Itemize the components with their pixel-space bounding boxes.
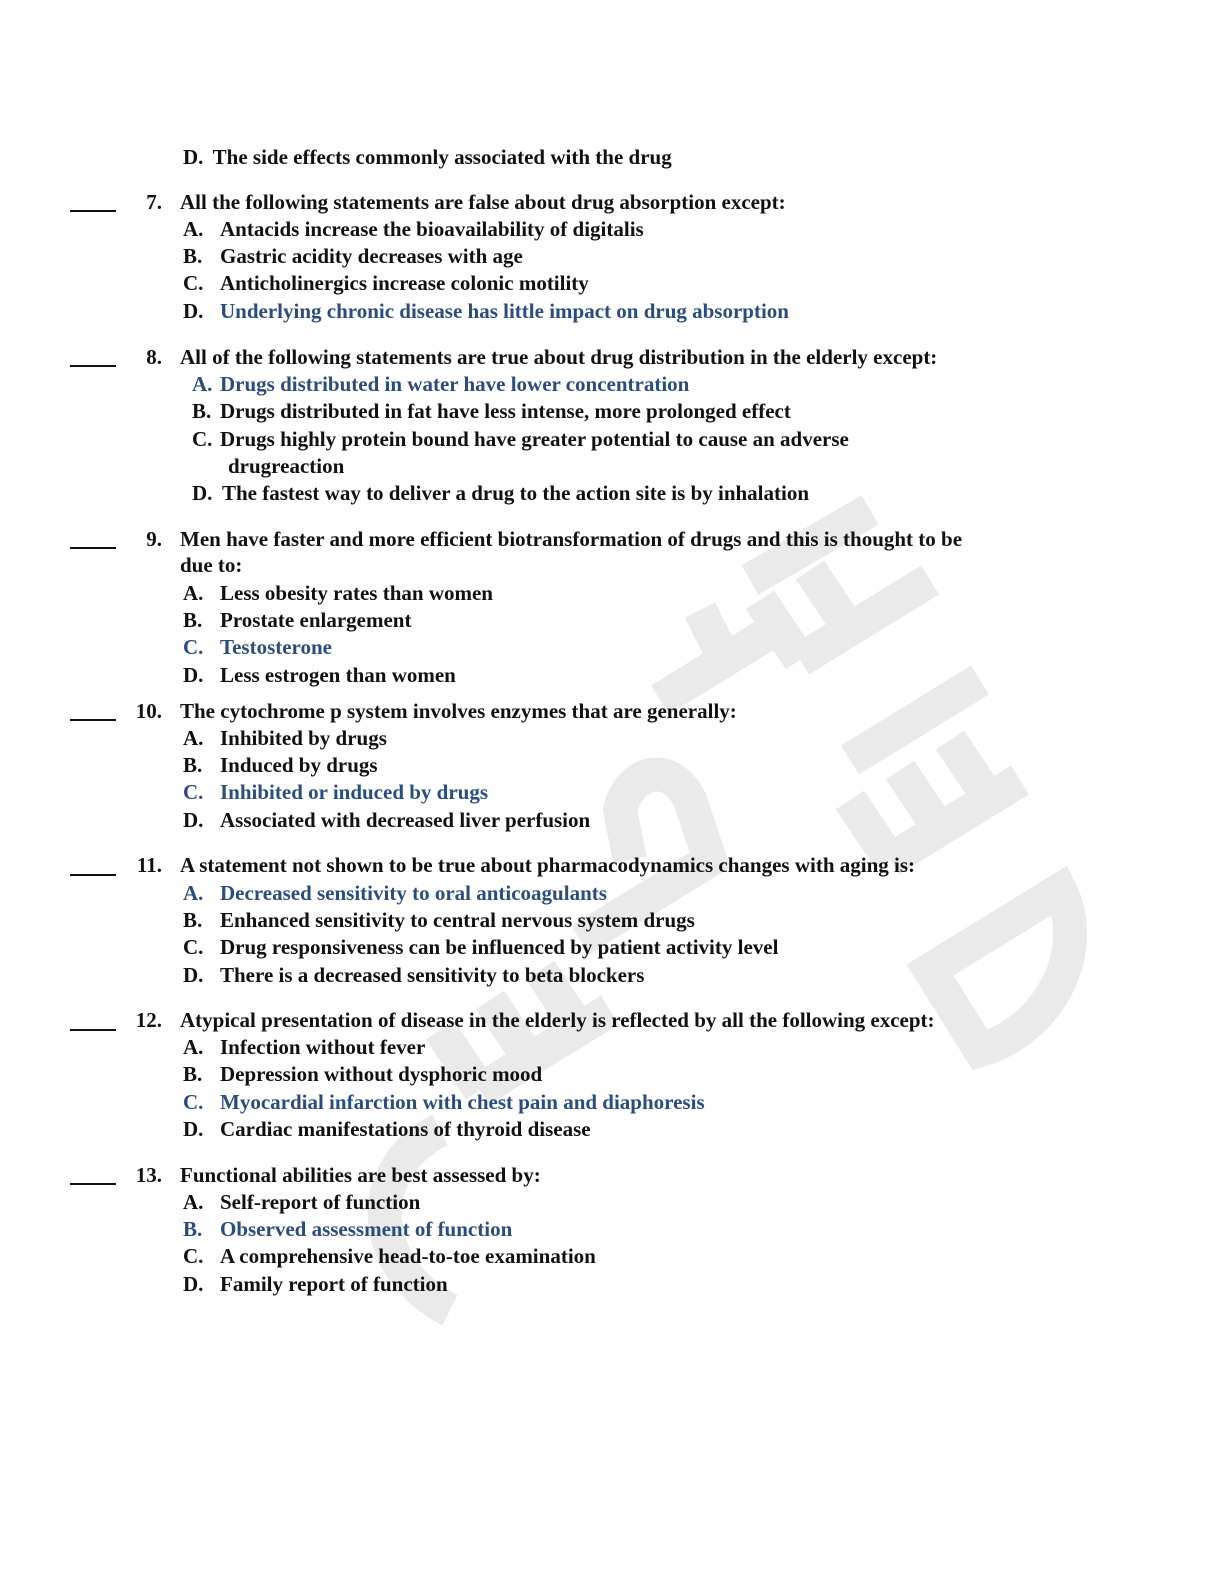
- option-text-answer: Testosterone: [220, 635, 332, 659]
- option-text: Drugs highly protein bound have greater potential to cause an adverse: [220, 427, 849, 451]
- option-text: Drugs distributed in fat have less intense, more prolonged effect: [220, 399, 791, 423]
- answer-blank-8[interactable]: [70, 365, 116, 367]
- option-letter: A.: [183, 881, 204, 905]
- option-letter: B.: [183, 753, 203, 777]
- option-text: Associated with decreased liver perfusion: [220, 808, 591, 832]
- option-letter: D.: [183, 808, 204, 832]
- option-text: The fastest way to deliver a drug to the action site is by inhalation: [222, 481, 810, 505]
- option-text: There is a decreased sensitivity to beta blockers: [220, 963, 645, 987]
- option-text-answer: Drugs distributed in water have lower concentration: [220, 372, 690, 396]
- option-text-answer: Myocardial infarction with chest pain and diaphoresis: [220, 1090, 705, 1114]
- option-letter: B.: [183, 1217, 203, 1241]
- option-text-answer: Underlying chronic disease has little impact on drug absorption: [220, 299, 789, 323]
- option-letter: C.: [183, 1090, 204, 1114]
- option-letter: B.: [183, 1062, 203, 1086]
- answer-blank-10[interactable]: [70, 719, 116, 721]
- question-number: 10.: [135, 699, 162, 723]
- question-number: 8.: [146, 345, 162, 369]
- option-letter: A.: [183, 581, 204, 605]
- question-number: 9.: [146, 527, 162, 551]
- option-text: Less obesity rates than women: [220, 581, 493, 605]
- option-text: A comprehensive head-to-toe examination: [220, 1244, 596, 1268]
- answer-blank-7[interactable]: [70, 210, 116, 212]
- question-number: 12.: [135, 1008, 162, 1032]
- question-stem: All of the following statements are true about drug distribution in the elderly except:: [180, 345, 938, 369]
- option-text: Enhanced sensitivity to central nervous system drugs: [220, 908, 695, 932]
- option-text: Less estrogen than women: [220, 663, 456, 687]
- option-letter: A.: [192, 372, 213, 396]
- answer-blank-9[interactable]: [70, 547, 116, 549]
- option-text: Prostate enlargement: [220, 608, 412, 632]
- question-stem: Functional abilities are best assessed by:: [180, 1163, 541, 1187]
- option-letter: D.: [183, 145, 204, 169]
- option-text-answer: Inhibited or induced by drugs: [220, 780, 489, 804]
- option-letter: C.: [192, 427, 213, 451]
- question-stem: Atypical presentation of disease in the elderly is reflected by all the following except:: [180, 1008, 935, 1032]
- option-letter: D.: [183, 663, 204, 687]
- option-letter: D.: [183, 1272, 204, 1296]
- option-letter: D.: [183, 963, 204, 987]
- option-text: Depression without dysphoric mood: [220, 1062, 543, 1086]
- option-text: Infection without fever: [220, 1035, 426, 1059]
- option-letter: C.: [183, 935, 204, 959]
- prev-question-option-d: [183, 144, 672, 170]
- option-letter: A.: [183, 217, 204, 241]
- option-letter: C.: [183, 780, 204, 804]
- option-text: Family report of function: [220, 1272, 448, 1296]
- option-text: The side effects commonly associated with the drug: [212, 145, 672, 169]
- option-letter: B.: [183, 608, 203, 632]
- question-stem: A statement not shown to be true about pharmacodynamics changes with aging is:: [180, 853, 916, 877]
- option-letter: D.: [183, 1117, 204, 1141]
- question-stem: The cytochrome p system involves enzymes that are generally:: [180, 699, 737, 723]
- question-stem: Men have faster and more efficient biotransformation of drugs and this is thought to be: [180, 527, 963, 551]
- option-letter: C.: [183, 1244, 204, 1268]
- question-number: 11.: [136, 853, 162, 877]
- option-text: Induced by drugs: [220, 753, 378, 777]
- option-text: Cardiac manifestations of thyroid disease: [220, 1117, 591, 1141]
- question-stem: All the following statements are false about drug absorption except:: [180, 190, 786, 214]
- option-letter: D.: [192, 481, 213, 505]
- option-letter: C.: [183, 271, 204, 295]
- option-text: Antacids increase the bioavailability of digitalis: [220, 217, 644, 241]
- question-number: 13.: [135, 1163, 162, 1187]
- option-letter: B.: [192, 399, 212, 423]
- option-letter: C.: [183, 635, 204, 659]
- question-number: 7.: [146, 190, 162, 214]
- option-text-answer: Observed assessment of function: [220, 1217, 513, 1241]
- option-letter: D.: [183, 299, 204, 323]
- option-letter: A.: [183, 1190, 204, 1214]
- answer-blank-13[interactable]: [70, 1183, 116, 1185]
- answer-blank-11[interactable]: [70, 874, 116, 876]
- option-letter: A.: [183, 1035, 204, 1059]
- option-text: Drug responsiveness can be influenced by patient activity level: [220, 935, 779, 959]
- option-letter: A.: [183, 726, 204, 750]
- option-letter: B.: [183, 244, 203, 268]
- option-letter: B.: [183, 908, 203, 932]
- option-text: Inhibited by drugs: [220, 726, 387, 750]
- question-stem-continuation: due to:: [180, 553, 243, 577]
- option-text-continuation: drugreaction: [228, 454, 345, 478]
- option-text: Gastric acidity decreases with age: [220, 244, 523, 268]
- option-text: Anticholinergics increase colonic motility: [220, 271, 589, 295]
- option-text-answer: Decreased sensitivity to oral anticoagulants: [220, 881, 607, 905]
- answer-blank-12[interactable]: [70, 1029, 116, 1031]
- option-text: Self-report of function: [220, 1190, 421, 1214]
